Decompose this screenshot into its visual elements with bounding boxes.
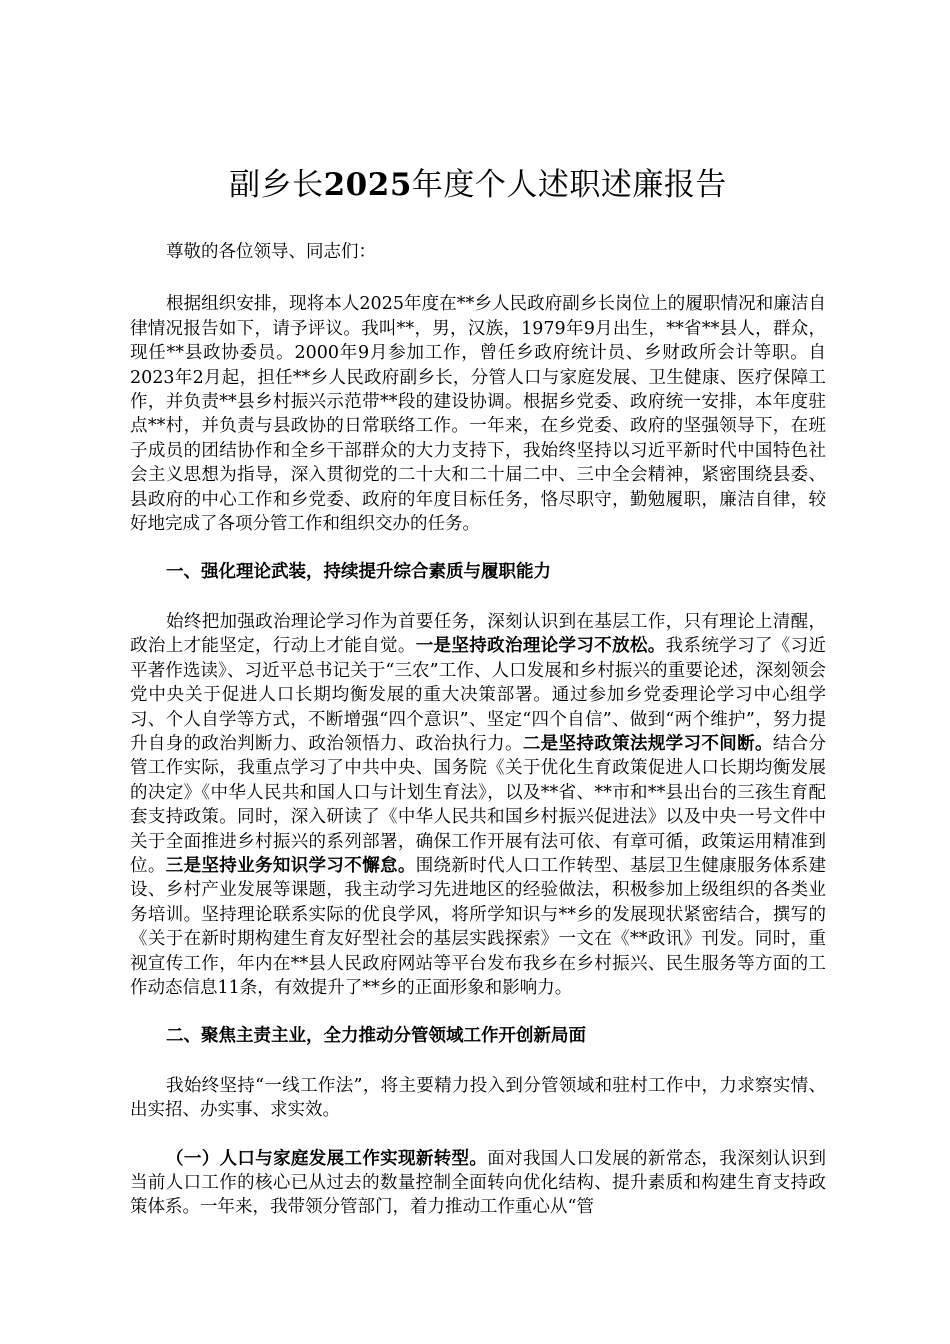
section-heading-1: 一、强化理论武装，持续提升综合素质与履职能力	[166, 562, 551, 583]
title-suffix: 年度个人述职述廉报告	[411, 167, 727, 203]
section-1-point-1: 一是坚持政治理论学习不放松。	[415, 636, 666, 657]
subsection-1-paragraph	[130, 1147, 826, 1220]
section-1-text-3: 结合分管工作实际，我重点学习了中共中央、国务院《关于优化生育政策促进人口长期均衡发展的决定》《中华人民共和国人口与计划生育法》，以及**省、**市和**县出台的三孩生育配套支持政策。同时，深入研读了《中华人民共和国乡村振兴促进法》以及中央一号文件中关于全面推进乡村振兴的系列部署，确保工作开展有法可依、有章可循，政策运用精准到位。	[130, 733, 827, 876]
subsection-1-heading: （一）人口与家庭发展工作实现新转型。	[166, 1148, 488, 1169]
section-heading-2: 二、聚焦主责主业，全力推动分管领域工作开创新局面	[166, 1026, 586, 1047]
title-year: 2025	[323, 167, 412, 203]
salutation: 尊敬的各位领导、同志们：	[166, 242, 376, 262]
section-2-intro: 我始终坚持“一线工作法”，将主要精力投入到分管领域和驻村工作中，力求察实情、出实招、办实事、求实效。	[130, 1075, 826, 1121]
section-1-text-2: 我系统学习了《习近平著作选读》、习近平总书记关于“三农”工作、人口发展和乡村振兴的重要论述，深刻领会党中央关于促进人口长期均衡发展的重大决策部署。通过参加乡党委理论学习中心组学习、个人自学等方式，不断增强“四个意识”、坚定“四个自信”、做到“两个维护”，努力提升自身的政治判断力、政治领悟力、政治执行力。	[130, 636, 827, 754]
section-1-paragraph	[130, 610, 826, 1001]
document-title	[130, 164, 826, 206]
subsection-1-text: 面对我国人口发展的新常态，我深刻认识到当前人口工作的核心已从过去的数量控制全面转向优化结构、提升素质和构建生育支持政策体系。一年来，我带领分管部门，着力推动工作重心从“管	[130, 1148, 826, 1218]
section-1-point-3: 三是坚持业务知识学习不懈怠。	[165, 855, 416, 876]
title-prefix: 副乡长	[229, 167, 324, 203]
section-1-point-2: 二是坚持政策法规学习不间断。	[522, 733, 773, 754]
intro-paragraph: 根据组织安排，现将本人2025年度在**乡人民政府副乡长岗位上的履职情况和廉洁自律情况报告如下，请予评议。我叫**，男，汉族，1979年9月出生，**省**县人，群众，现任**县政协委员。2000年9月参加工作，曾任乡政府统计员、乡财政所会计等职。自2023年2月起，担任**乡人民政府副乡长，分管人口与家庭发展、卫生健康、医疗保障工作，并负责**县乡村振兴示范带**段的建设协调。根据乡党委、政府统一安排，本年度驻点**村，并负责与县政协的日常联络工作。一年来，在乡党委、政府的坚强领导下，在班子成员的团结协作和全乡干部群众的大力支持下，我始终坚持以习近平新时代中国特色社会主义思想为指导，深入贯彻党的二十大和二十届二中、三中全会精神，紧密围绕县委、县政府的中心工作和乡党委、政府的年度目标任务，恪尽职守，勤勉履职，廉洁自律，较好地完成了各项分管工作和组织交办的任务。	[130, 294, 826, 535]
section-1-text-4: 围绕新时代人口工作转型、基层卫生健康服务体系建设、乡村产业发展等课题，我主动学习先进地区的经验做法，积极参加上级组织的各类业务培训。坚持理论联系实际的优良学风，将所学知识与**乡的发展现状紧密结合，撰写的《关于在新时期构建生育友好型社会的基层实践探索》一文在《**政讯》刊发。同时，重视宣传工作，年内在**县人民政府网站等平台发布我乡在乡村振兴、民生服务等方面的工作动态信息11条，有效提升了**乡的正面形象和影响力。	[130, 855, 827, 998]
section-1-text-1: 始终把加强政治理论学习作为首要任务，深刻认识到在基层工作，只有理论上清醒，政治上才能坚定，行动上才能自觉。	[130, 611, 826, 657]
